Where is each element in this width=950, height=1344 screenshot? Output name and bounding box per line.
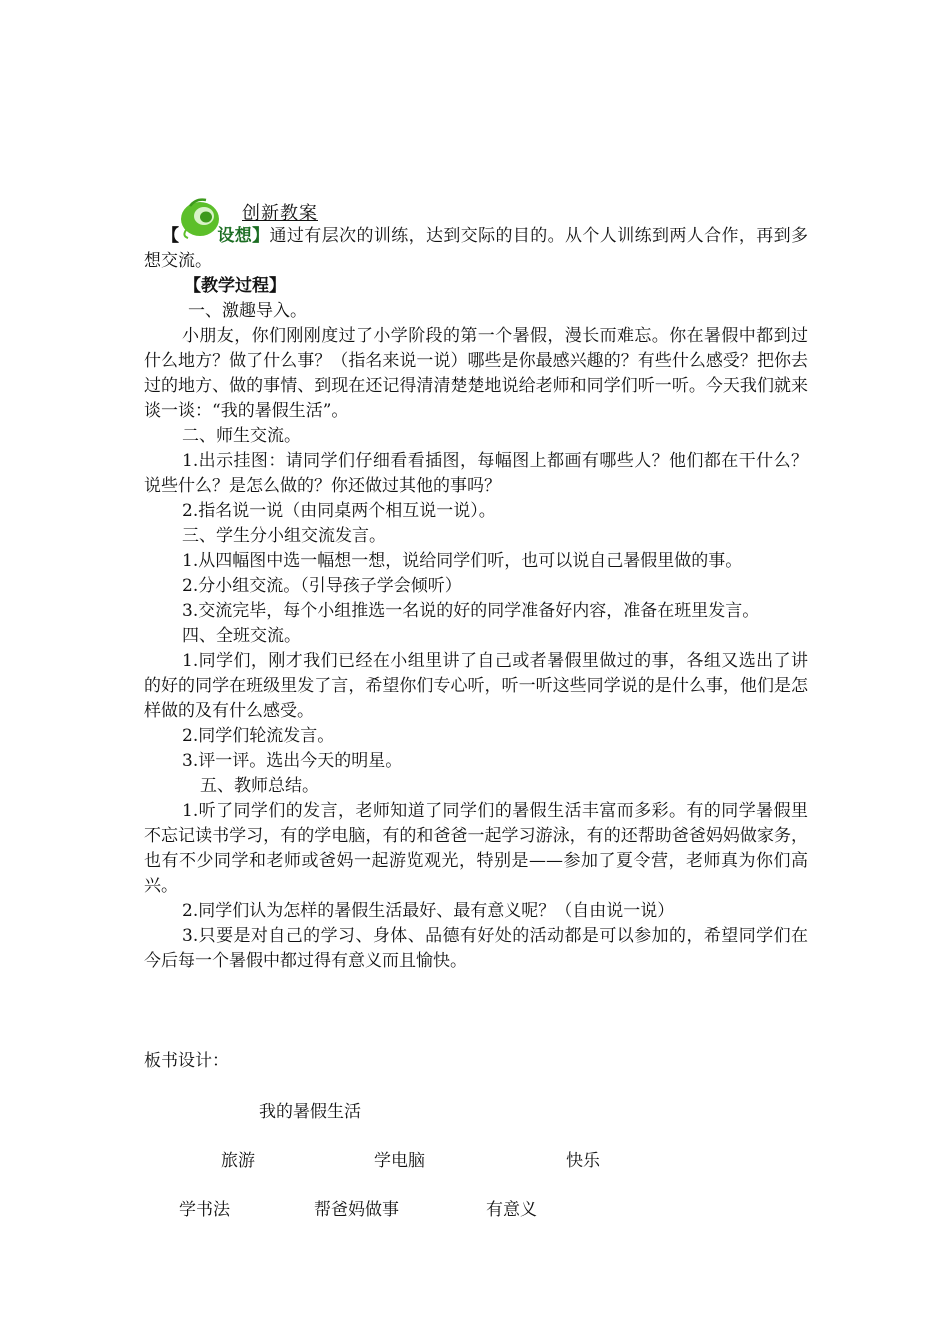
list-item: 1.出示挂图：请同学们仔细看看插图，每幅图上都画有哪些人？他们都在干什么？说些什么？是怎么做的？你还做过其他的事吗？	[144, 451, 808, 496]
intro-label: 设想】	[217, 226, 270, 246]
intro-text: 通过有层次的训练，达到交际的目的。从个人训练到两人合作，再到多想交流。	[144, 226, 809, 271]
lesson-plan-body	[144, 224, 808, 974]
paragraph: 小朋友，你们刚刚度过了小学阶段的第一个暑假，漫长而难忘。你在暑假中都到过什么地方？做了什么事？（指名来说一说）哪些是你最感兴趣的？有些什么感受？把你去过的地方、做的事情、到现在还记得清清楚楚地说给老师和同学们听一听。今天我们就来谈一谈：“我的暑假生活”。	[144, 326, 808, 421]
list-item: 2.同学们认为怎样的暑假生活最好、最有意义呢？（自由说一说）	[182, 901, 675, 921]
board-word: 学电脑	[374, 1151, 425, 1171]
list-item: 3.只要是对自己的学习、身体、品德有好处的活动都是可以参加的，希望同学们在今后每一个暑假中都过得有意义而且愉快。	[144, 926, 808, 971]
list-item: 1.从四幅图中选一幅想一想，说给同学们听，也可以说自己暑假里做的事。	[182, 551, 743, 571]
process-heading: 【教学过程】	[184, 276, 286, 296]
board-title: 我的暑假生活	[259, 1102, 361, 1122]
board-design-label: 板书设计：	[144, 1051, 229, 1071]
list-item: 1.同学们，刚才我们已经在小组里讲了自己或者暑假里做过的事，各组又选出了讲的好的同学在班级里发了言，希望你们专心听，听一听这些同学说的是什么事，他们是怎样做的及有什么感受。	[144, 651, 808, 721]
section-heading: 三、学生分小组交流发言。	[182, 526, 386, 546]
board-word: 有意义	[486, 1200, 537, 1220]
list-item: 3.评一评。选出今天的明星。	[182, 751, 403, 771]
board-word: 帮爸妈做事	[314, 1200, 399, 1220]
board-word: 快乐	[566, 1151, 600, 1171]
design-intent-paragraph	[144, 224, 808, 274]
intro-bracket: 【	[162, 226, 180, 246]
section-heading: 四、全班交流。	[182, 626, 301, 646]
section-heading: 二、师生交流。	[182, 426, 301, 446]
section-heading: 一、激趣导入。	[188, 301, 307, 321]
section-heading: 五、教师总结。	[200, 776, 319, 796]
board-word: 学书法	[179, 1200, 230, 1220]
board-word: 旅游	[221, 1151, 255, 1171]
list-item: 1.听了同学们的发言，老师知道了同学们的暑假生活丰富而多彩。有的同学暑假里不忘记读书学习，有的学电脑，有的和爸爸一起学习游泳，有的还帮助爸爸妈妈做家务，也有不少同学和老师或爸妈一起游览观光，特别是——参加了夏令营，老师真为你们高兴。	[144, 801, 808, 896]
list-item: 2.同学们轮流发言。	[182, 726, 335, 746]
document-title: 创新教案	[242, 203, 318, 224]
list-item: 3.交流完毕，每个小组推选一名说的好的同学准备好内容，准备在班里发言。	[182, 601, 760, 621]
list-item: 2.分小组交流。（引导孩子学会倾听）	[182, 576, 462, 596]
list-item: 2.指名说一说（由同桌两个相互说一说）。	[182, 501, 496, 521]
